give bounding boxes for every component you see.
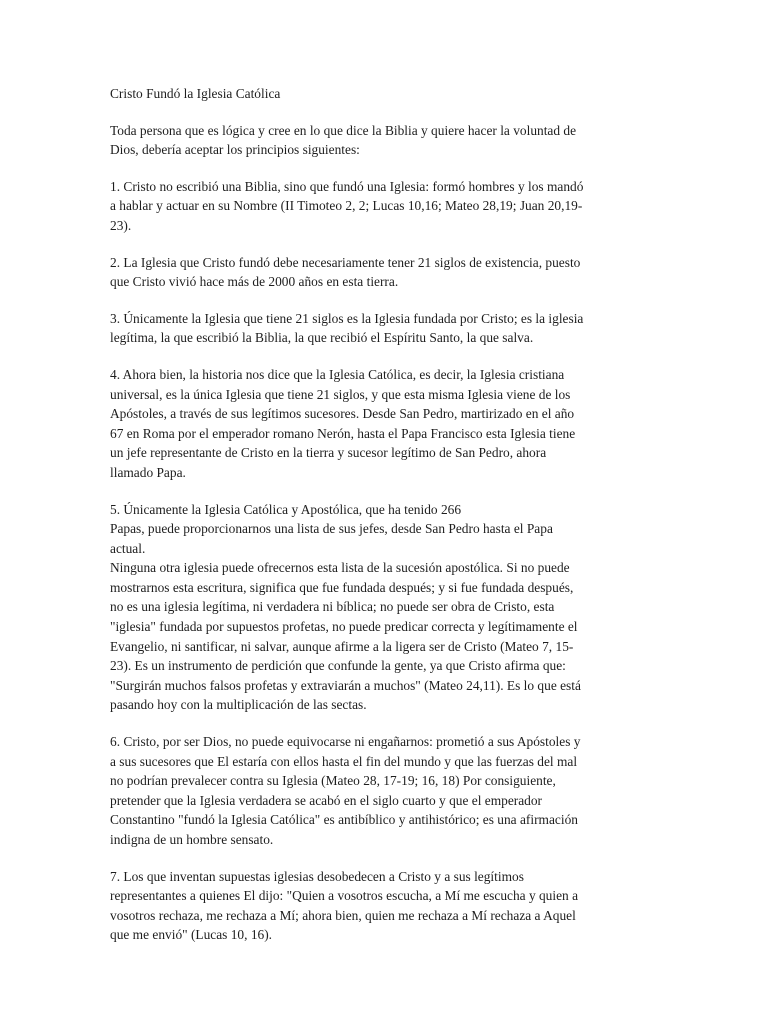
document-title: Cristo Fundó la Iglesia Católica xyxy=(110,86,281,101)
text-line: un jefe representante de Cristo en la tierra y sucesor legítimo de San Pedro, ahora xyxy=(110,445,547,461)
text-line: vosotros rechaza, me rechaza a Mí; ahora bien, quien me rechaza a Mí rechaza a Aquel xyxy=(110,907,576,923)
document-page xyxy=(110,84,662,962)
text-line: 4. Ahora bien, la historia nos dice que la Iglesia Católica, es decir, la Iglesia cristiana xyxy=(110,366,565,382)
text-line: "Surgirán muchos falsos profetas y extraviarán a muchos" (Mateo 24,11). Es lo que está xyxy=(110,677,581,693)
text-line: no podrían prevalecer contra su Iglesia (Mateo 28, 17-19; 16, 18) Por consiguiente, xyxy=(110,773,556,789)
text-line: Ninguna otra iglesia puede ofrecernos esta lista de la sucesión apostólica. Si no puede xyxy=(110,560,570,576)
text-line: no es una iglesia legítima, ni verdadera ni bíblica; no puede ser obra de Cristo, esta xyxy=(110,599,555,615)
text-line: Evangelio, ni santificar, ni salvar, aunque afirme a la ligera ser de Cristo (Mateo 7, 15- xyxy=(110,638,574,654)
paragraph-7 xyxy=(110,867,662,945)
text-line: 1. Cristo no escribió una Biblia, sino que fundó una Iglesia: formó hombres y los mandó xyxy=(110,178,584,194)
paragraph-6 xyxy=(110,732,662,850)
text-line: indigna de un hombre sensato. xyxy=(110,832,274,847)
text-line: que Cristo vivió hace más de 2000 años en esta tierra. xyxy=(110,274,399,290)
text-line: Toda persona que es lógica y cree en lo que dice la Biblia y quiere hacer la voluntad de xyxy=(110,122,577,138)
paragraph-3 xyxy=(110,309,662,348)
text-line: 6. Cristo, por ser Dios, no puede equivocarse ni engañarnos: prometió a sus Apóstoles y xyxy=(110,734,581,750)
text-line: pasando hoy con la multiplicación de las sectas. xyxy=(110,697,367,713)
text-line: 5. Únicamente la Iglesia Católica y Apostólica, que ha tenido 266 xyxy=(110,501,462,517)
paragraph-2 xyxy=(110,253,662,292)
paragraph-4 xyxy=(110,365,662,483)
text-line: a sus sucesores que El estaría con ellos hasta el fin del mundo y que las fuerzas del mal xyxy=(110,753,578,769)
text-line: llamado Papa. xyxy=(110,464,186,480)
paragraph-5 xyxy=(110,500,662,716)
text-line: Constantino "fundó la Iglesia Católica" es antibíblico y antihistórico; es una afirmación xyxy=(110,812,578,828)
text-line: actual. xyxy=(110,540,146,556)
text-line: Papas, puede proporcionarnos una lista de sus jefes, desde San Pedro hasta el Papa xyxy=(110,521,553,537)
text-line: Apóstoles, a través de sus legítimos sucesores. Desde San Pedro, martirizado en el año xyxy=(110,406,575,422)
text-line: 3. Únicamente la Iglesia que tiene 21 siglos es la Iglesia fundada por Cristo; es la iglesia xyxy=(110,310,584,326)
text-line: mostrarnos esta escritura, significa que fue fundada después; y si fue fundada después, xyxy=(110,579,574,595)
text-line: 23). Es un instrumento de perdición que confunde la gente, ya que Cristo afirma que: xyxy=(110,658,566,674)
text-line: legítima, la que escribió la Biblia, la que recibió el Espíritu Santo, la que salva. xyxy=(110,330,534,346)
text-line: 7. Los que inventan supuestas iglesias desobedecen a Cristo y a sus legítimos xyxy=(110,868,524,884)
text-line: Dios, debería aceptar los principios siguientes: xyxy=(110,142,360,158)
text-line: que me envió" (Lucas 10, 16). xyxy=(110,927,273,943)
text-line: "iglesia" fundada por supuestos profetas, no puede predicar correcta y legítimamente el xyxy=(110,619,578,635)
text-line: universal, es la única Iglesia que tiene 21 siglos, y que esta misma Iglesia viene de los xyxy=(110,386,571,402)
text-line: 2. La Iglesia que Cristo fundó debe necesariamente tener 21 siglos de existencia, puesto xyxy=(110,254,581,270)
paragraph-intro xyxy=(110,121,662,160)
text-line: a hablar y actuar en su Nombre (II Timoteo 2, 2; Lucas 10,16; Mateo 28,19; Juan 20,19- xyxy=(110,198,583,214)
text-line: pretender que la Iglesia verdadera se acabó en el siglo cuarto y que el emperador xyxy=(110,792,543,808)
text-line: representantes a quienes El dijo: "Quien a vosotros escucha, a Mí me escucha y quien a xyxy=(110,888,579,904)
paragraph-1 xyxy=(110,177,662,236)
text-line: 67 en Roma por el emperador romano Nerón, hasta el Papa Francisco esta Iglesia tiene xyxy=(110,425,576,441)
text-line: 23). xyxy=(110,217,132,233)
